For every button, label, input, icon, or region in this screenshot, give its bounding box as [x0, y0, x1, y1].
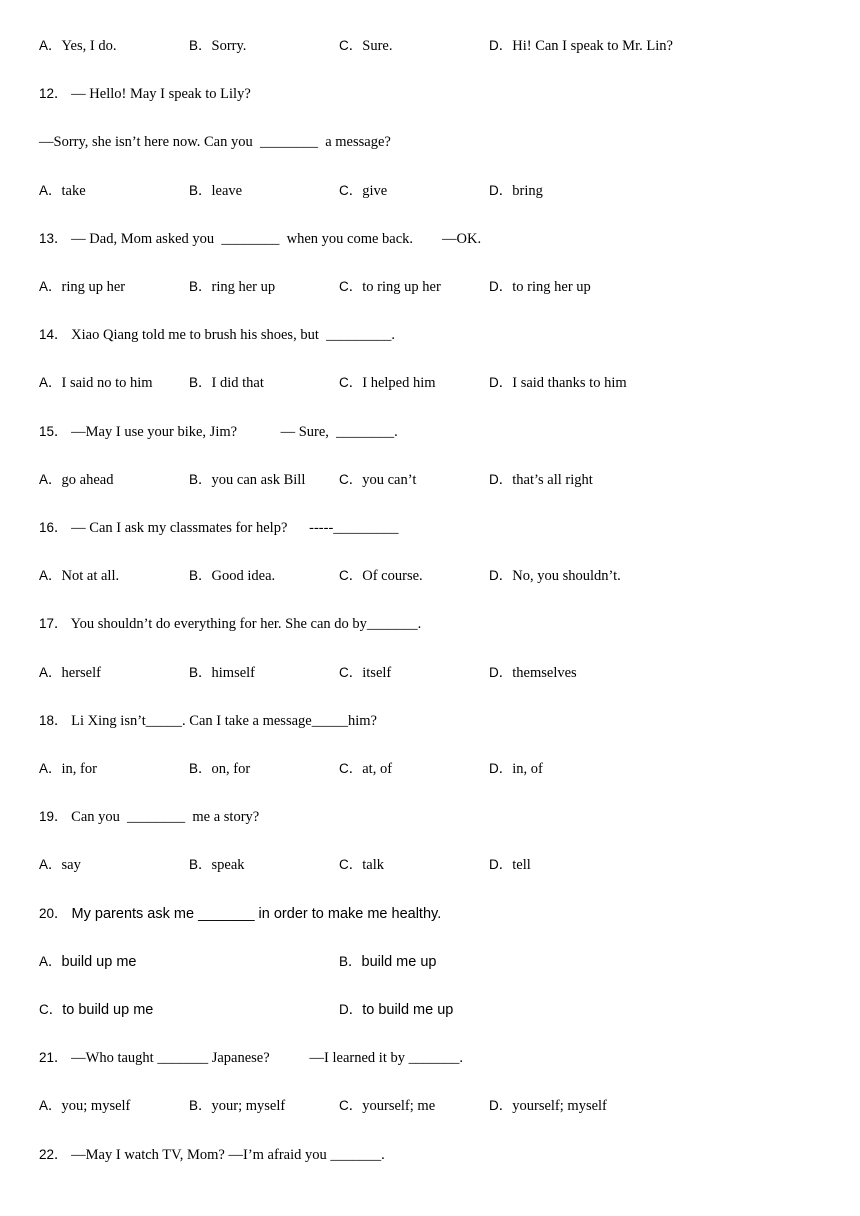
option-label: D． — [489, 375, 513, 390]
question-stem — [39, 229, 481, 249]
option-label: B． — [189, 665, 212, 680]
option-label: A． — [39, 472, 62, 487]
option-text: build me up — [361, 954, 437, 970]
question-text: — Can I ask my classmates for help? -----_________ — [67, 520, 399, 536]
option-text: ring her up — [211, 279, 276, 295]
question-stem — [39, 1048, 463, 1068]
question-text: Li Xing isn’t_____. Can I take a message_____him? — [67, 713, 377, 729]
option-choice — [339, 663, 391, 683]
question-text: —Who taught _______ Japanese? —I learned it by _______. — [67, 1050, 463, 1066]
option-choice — [339, 759, 392, 779]
option-text: bring — [512, 183, 543, 199]
option-choice — [339, 470, 416, 490]
option-choice — [189, 181, 242, 201]
option-text: Good idea. — [211, 568, 276, 584]
options-row — [39, 855, 819, 875]
option-choice — [189, 855, 245, 875]
option-choice — [339, 855, 384, 875]
option-text: Of course. — [362, 568, 423, 584]
option-text: Sorry. — [211, 38, 247, 54]
option-label: A． — [39, 954, 62, 969]
option-text: yourself; myself — [512, 1098, 607, 1114]
option-choice — [189, 663, 255, 683]
option-text: yourself; me — [362, 1098, 436, 1114]
option-choice — [39, 36, 116, 56]
question-number: 18． — [39, 713, 68, 728]
option-label: B． — [189, 761, 212, 776]
option-choice — [39, 952, 136, 972]
option-text: itself — [362, 665, 392, 681]
question-text: —May I use your bike, Jim? — Sure, ________. — [67, 424, 398, 440]
options-row — [39, 373, 819, 393]
option-text: at, of — [362, 761, 393, 777]
question-stem — [39, 84, 251, 104]
option-label: D． — [489, 665, 513, 680]
option-text: go ahead — [61, 472, 114, 488]
option-label: D． — [489, 279, 513, 294]
option-choice — [39, 181, 86, 201]
option-label: B． — [189, 183, 212, 198]
option-text: I helped him — [362, 375, 436, 391]
option-choice — [189, 566, 275, 586]
option-label: D． — [489, 761, 513, 776]
option-text: I said no to him — [61, 375, 153, 391]
option-choice — [189, 36, 246, 56]
option-text: Not at all. — [61, 568, 120, 584]
options-row — [39, 952, 819, 972]
option-label: A． — [39, 665, 62, 680]
option-choice — [489, 373, 627, 393]
option-choice — [339, 181, 387, 201]
option-text: tell — [512, 857, 531, 873]
option-label: C． — [339, 183, 363, 198]
option-text: ring up her — [61, 279, 126, 295]
option-label: A． — [39, 183, 62, 198]
option-label: B． — [189, 1098, 212, 1113]
question-number: 16． — [39, 520, 68, 535]
question-text: — Hello! May I speak to Lily? — [67, 86, 251, 102]
option-choice — [39, 566, 119, 586]
question-number: 20． — [39, 906, 68, 921]
option-choice — [489, 855, 531, 875]
option-choice — [489, 663, 577, 683]
question-text: Xiao Qiang told me to brush his shoes, but _________. — [67, 327, 395, 343]
option-text: build up me — [61, 954, 137, 970]
option-text: talk — [362, 857, 384, 873]
option-choice — [39, 759, 97, 779]
question-number: 21． — [39, 1050, 68, 1065]
option-choice — [489, 566, 621, 586]
options-row — [39, 181, 819, 201]
option-choice — [39, 1096, 130, 1116]
option-text: say — [61, 857, 81, 873]
option-choice — [39, 855, 81, 875]
option-label: D． — [489, 183, 513, 198]
question-stem — [39, 614, 421, 634]
question-text: Can you ________ me a story? — [67, 809, 260, 825]
question-number: 17． — [39, 616, 68, 631]
option-text: No, you shouldn’t. — [512, 568, 621, 584]
option-label: D． — [489, 472, 513, 487]
question-text: — Dad, Mom asked you ________ when you come back. —OK. — [67, 231, 482, 247]
option-choice — [339, 36, 392, 56]
option-label: C． — [39, 1002, 63, 1017]
question-stem — [39, 325, 395, 345]
option-choice — [339, 952, 436, 972]
option-label: D． — [489, 857, 513, 872]
option-choice — [39, 663, 101, 683]
options-row — [39, 759, 819, 779]
question-stem — [39, 422, 398, 442]
question-text: —May I watch TV, Mom? —I’m afraid you _______. — [67, 1147, 385, 1163]
option-label: B． — [339, 954, 362, 969]
option-label: C． — [339, 375, 363, 390]
option-text: take — [61, 183, 86, 199]
option-label: A． — [39, 857, 62, 872]
question-stem — [39, 1145, 385, 1165]
options-row — [39, 36, 819, 56]
option-text: leave — [211, 183, 243, 199]
option-choice — [39, 470, 113, 490]
question-number: 12． — [39, 86, 68, 101]
option-choice — [189, 759, 250, 779]
option-choice — [489, 1096, 607, 1116]
option-label: A． — [39, 1098, 62, 1113]
option-label: C． — [339, 857, 363, 872]
option-choice — [39, 1000, 153, 1020]
option-choice — [489, 470, 593, 490]
options-row — [39, 1000, 819, 1020]
option-label: B． — [189, 472, 212, 487]
options-row — [39, 277, 819, 297]
option-choice — [489, 181, 543, 201]
option-label: B． — [189, 857, 212, 872]
option-label: B． — [189, 38, 212, 53]
option-label: D． — [489, 38, 513, 53]
option-text: himself — [211, 665, 256, 681]
option-label: C． — [339, 568, 363, 583]
option-text: in, for — [61, 761, 97, 777]
question-number: 22． — [39, 1147, 68, 1162]
question-number: 14． — [39, 327, 68, 342]
option-text: in, of — [512, 761, 543, 777]
option-label: A． — [39, 38, 62, 53]
question-number: 19． — [39, 809, 68, 824]
option-text: Yes, I do. — [61, 38, 117, 54]
option-text: to ring up her — [362, 279, 441, 295]
option-text: themselves — [512, 665, 577, 681]
question-number: 15． — [39, 424, 68, 439]
option-choice — [39, 277, 125, 297]
option-text: you; myself — [61, 1098, 131, 1114]
options-row — [39, 663, 819, 683]
options-row — [39, 1096, 819, 1116]
option-text: on, for — [211, 761, 251, 777]
option-text: herself — [61, 665, 101, 681]
dialogue-line: —Sorry, she isn’t here now. Can you ________ a message? — [39, 134, 391, 150]
option-choice — [189, 373, 264, 393]
question-text: You shouldn’t do everything for her. She can do by_______. — [67, 616, 422, 632]
option-label: A． — [39, 375, 62, 390]
option-text: to build up me — [62, 1002, 154, 1018]
question-number: 13． — [39, 231, 68, 246]
option-choice — [39, 373, 153, 393]
option-label: C． — [339, 279, 363, 294]
option-label: A． — [39, 568, 62, 583]
question-stem — [39, 904, 441, 924]
option-text: to ring her up — [512, 279, 591, 295]
options-row — [39, 470, 819, 490]
option-text: to build me up — [362, 1002, 454, 1018]
option-label: C． — [339, 1098, 363, 1113]
option-text: your; myself — [211, 1098, 286, 1114]
option-text: you can’t — [362, 472, 417, 488]
option-text: Hi! Can I speak to Mr. Lin? — [512, 38, 673, 54]
option-choice — [339, 566, 423, 586]
question-text: My parents ask me _______ in order to make me healthy. — [67, 906, 442, 922]
option-text: give — [362, 183, 388, 199]
option-choice — [189, 277, 275, 297]
option-choice — [339, 277, 441, 297]
question-stem — [39, 518, 399, 538]
option-choice — [339, 1096, 435, 1116]
option-label: C． — [339, 472, 363, 487]
option-label: B． — [189, 375, 212, 390]
option-label: D． — [489, 1098, 513, 1113]
option-label: D． — [339, 1002, 363, 1017]
option-choice — [489, 277, 591, 297]
option-label: B． — [189, 568, 212, 583]
option-label: C． — [339, 38, 363, 53]
option-choice — [189, 1096, 285, 1116]
option-text: speak — [211, 857, 245, 873]
option-choice — [339, 1000, 453, 1020]
option-text: that’s all right — [512, 472, 593, 488]
question-stem — [39, 807, 259, 827]
option-choice — [339, 373, 436, 393]
option-text: you can ask Bill — [211, 472, 306, 488]
option-label: D． — [489, 568, 513, 583]
option-choice — [189, 470, 305, 490]
option-choice — [489, 36, 673, 56]
option-text: I said thanks to him — [512, 375, 627, 391]
option-text: Sure. — [362, 38, 393, 54]
option-label: A． — [39, 279, 62, 294]
options-row — [39, 566, 819, 586]
option-text: I did that — [211, 375, 264, 391]
option-label: C． — [339, 665, 363, 680]
question-stem — [39, 711, 377, 731]
option-label: B． — [189, 279, 212, 294]
option-choice — [489, 759, 543, 779]
option-label: A． — [39, 761, 62, 776]
option-label: C． — [339, 761, 363, 776]
